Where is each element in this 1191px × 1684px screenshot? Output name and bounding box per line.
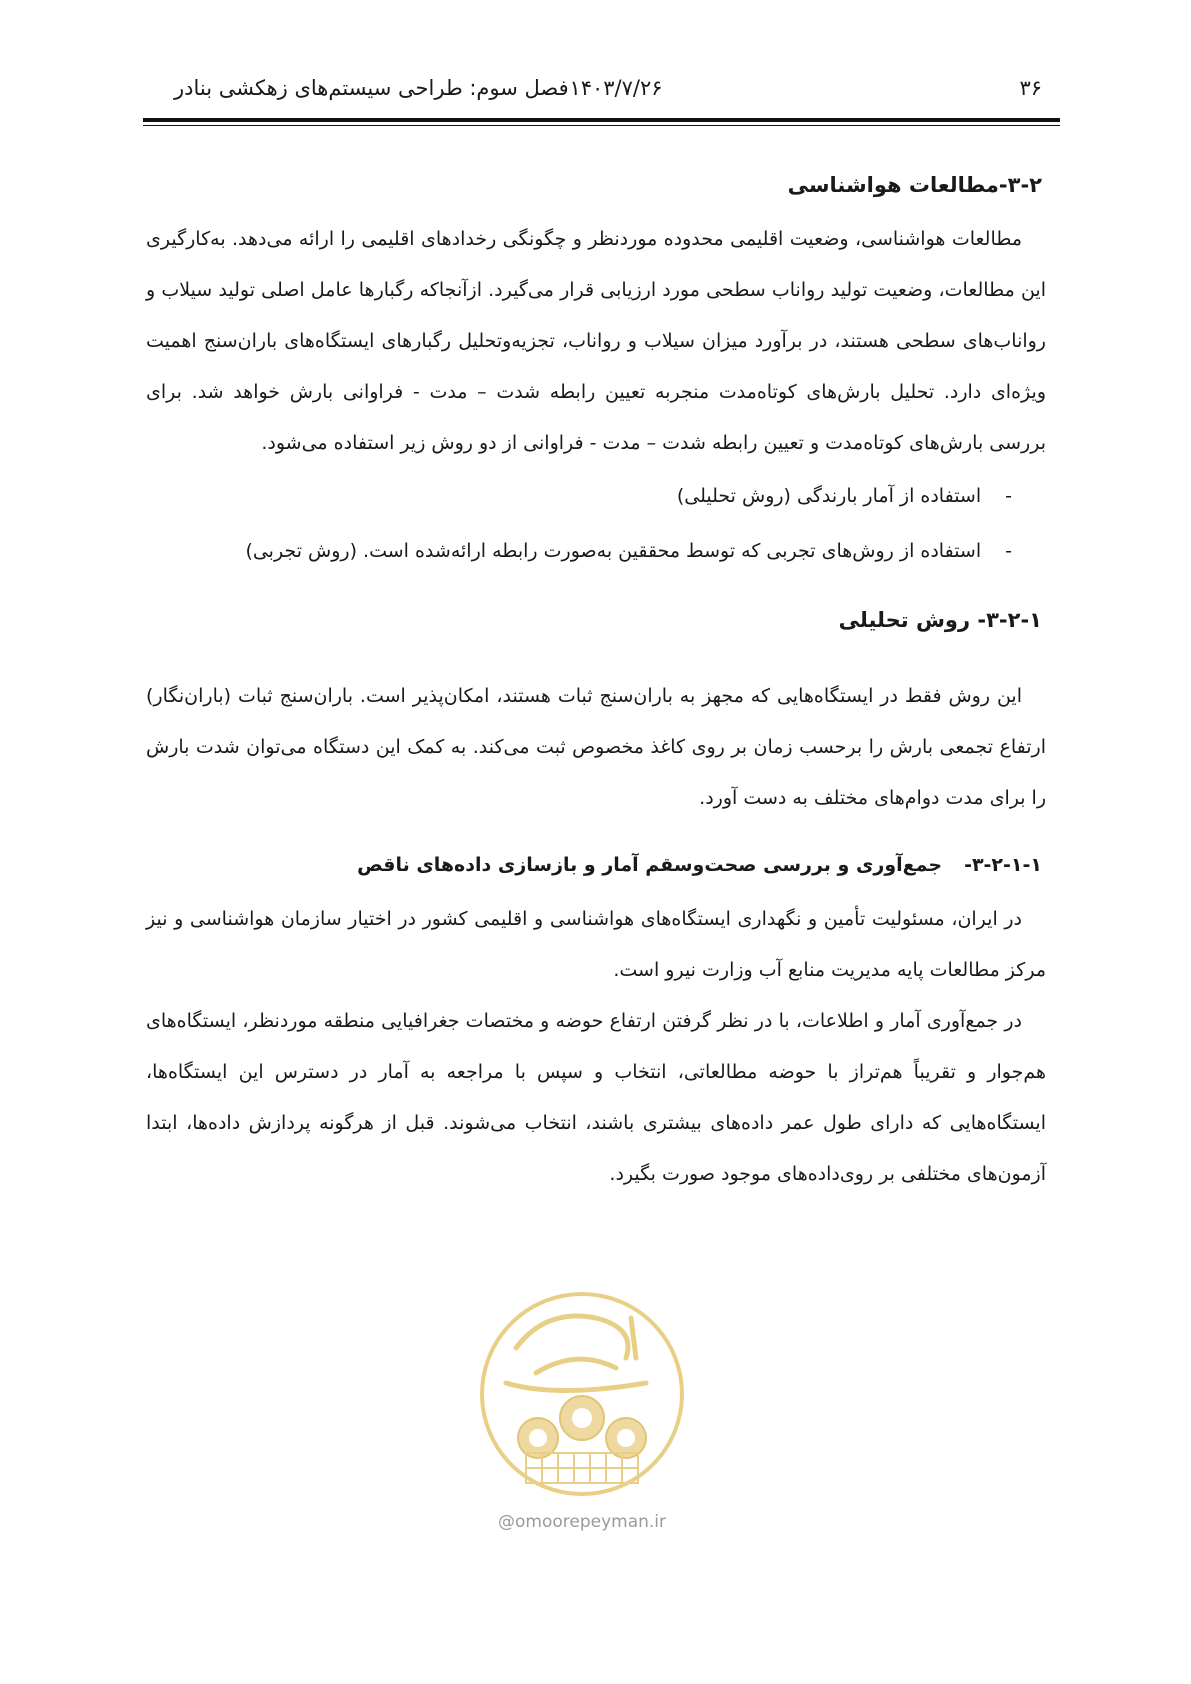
list-item-text: استفاده از روش‌های تجربی که توسط محققین به‌صورت رابطه ارائه‌شده است. (روش تجربی) [245,540,982,562]
subsubsection-number: ۳-۲-۱-۱- [964,854,1042,876]
subsubsection-paragraph-1: در ایران، مسئولیت تأمین و نگهداری ایستگاه‌های هواشناسی و اقلیمی کشور در اختیار سازمان هواشناسی و نیز مرکز مطالعات پایه مدیریت منابع آب وزارت نیرو است. [146,908,1046,981]
bullet-dash: - [1005,540,1012,562]
subsection-heading: ۳-۲-۱- روش تحلیلی [838,608,1042,632]
section-heading: ۳-۲-مطالعات هواشناسی [787,173,1042,197]
subsubsection-paragraph-2: در جمع‌آوری آمار و اطلاعات، با در نظر گرفتن ارتفاع حوضه و مختصات جغرافیایی منطقه موردنظر، ایستگاه‌های هم‌جوار و تقریباً هم‌تراز با حوضه مطالعاتی، انتخاب و سپس با مراجعه به آمار در دسترس این ایستگاه‌ها، ایستگاه‌هایی که دارای طول عمر داده‌های بیشتری باشند، انتخاب می‌شوند. قبل از هرگونه پردازش داده‌ها، ابتدا آزمون‌های مختلفی بر روی‌داده‌های موجود صورت بگیرد. [146,1010,1046,1185]
bullet-dash: - [1005,485,1012,507]
watermark-logo [476,1288,688,1532]
header-date: ۱۴۰۳/۷/۲۶ [569,76,663,100]
watermark-emblem-icon [476,1288,688,1510]
list-item [146,524,1012,579]
list-item [146,469,1012,524]
watermark-url: @omoorepeyman.ir [497,1512,667,1532]
page-header [174,76,1058,116]
chapter-title: فصل سوم: طراحی سیستم‌های زهکشی بنادر [174,76,569,100]
header-rule-thin [143,125,1060,126]
subsection-paragraph: این روش فقط در ایستگاه‌هایی که مجهز به باران‌سنج ثبات هستند، امکان‌پذیر است. باران‌سنج ثبات (باران‌نگار) ارتفاع تجمعی بارش را برحسب زمان بر روی کاغذ مخصوص ثبت می‌کند. به کمک این دستگاه می‌توان شدت بارش را برای مدت دوام‌های مختلف به دست آورد. [146,685,1046,809]
main-content [146,170,1046,1200]
subsubsection-heading [146,850,1046,880]
subsubsection-title: جمع‌آوری و بررسی صحت‌وسقم آمار و بازسازی داده‌های ناقص [357,854,943,876]
page-number: ۳۶ [1019,76,1042,100]
header-rule-thick [143,118,1060,122]
methods-list [146,469,1046,579]
list-item-text: استفاده از آمار بارندگی (روش تحلیلی) [676,485,982,507]
section-paragraph: مطالعات هواشناسی، وضعیت اقلیمی محدوده موردنظر و چگونگی رخدادهای اقلیمی را ارائه می‌دهد. به‌کارگیری این مطالعات، وضعیت تولید رواناب سطحی مورد ارزیابی قرار می‌گیرد. ازآنجاکه رگبارها عامل اصلی تولید سیلاب و رواناب‌های سطحی هستند، در برآورد میزان سیلاب و رواناب، تجزیه‌وتحلیل رگبارهای ایستگاه‌های باران‌سنج اهمیت ویژه‌ای دارد. تحلیل بارش‌های کوتاه‌مدت منجربه تعیین رابطه شدت – مدت - فراوانی بارش خواهد شد. برای بررسی بارش‌های کوتاه‌مدت و تعیین رابطه شدت – مدت - فراوانی از دو روش زیر استفاده می‌شود. [146,228,1046,454]
